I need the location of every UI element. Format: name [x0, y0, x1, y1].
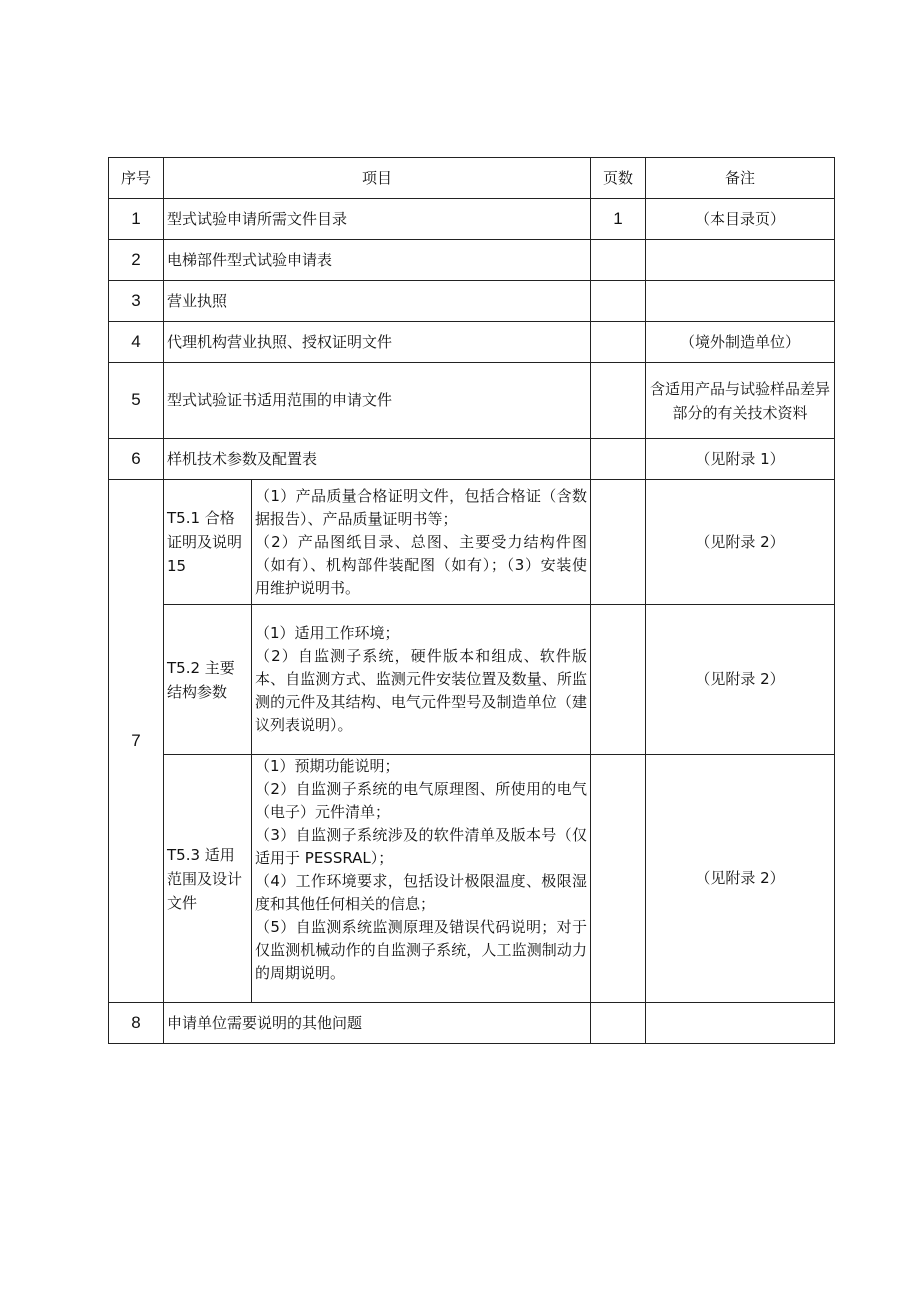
header-item: 项目: [164, 158, 591, 199]
sub-item-line: （1）适用工作环境；: [255, 624, 400, 642]
row-remark: （境外制造单位）: [646, 322, 835, 363]
row-remark: （本目录页）: [646, 199, 835, 240]
sub-item-line: （1）预期功能说明；: [255, 757, 400, 775]
row-remark: [646, 281, 835, 322]
table-row: [109, 240, 835, 281]
header-pages: 页数: [591, 158, 646, 199]
row-no: 8: [109, 1003, 164, 1044]
row-pages: [591, 605, 646, 755]
table-row: [109, 281, 835, 322]
row-remark: [646, 1003, 835, 1044]
row-item: 申请单位需要说明的其他问题: [164, 1003, 591, 1044]
row-no: 6: [109, 439, 164, 480]
row-pages: [591, 1003, 646, 1044]
row-no: 4: [109, 322, 164, 363]
sub-item-line: （2）产品图纸目录、总图、主要受力结构件图（如有）、机构部件装配图（如有）；（3）安装使用维护说明书。: [255, 532, 588, 597]
row-remark: 含适用产品与试验样品差异部分的有关技术资料: [646, 363, 835, 439]
row-item: 型式试验证书适用范围的申请文件: [164, 363, 591, 439]
sub-item-clip: [255, 755, 587, 985]
row-no: 2: [109, 240, 164, 281]
table-row: [109, 322, 835, 363]
table-row: [109, 363, 835, 439]
row-pages: [591, 240, 646, 281]
row-pages: 1: [591, 199, 646, 240]
document-table: [108, 157, 835, 1044]
table-row: [109, 439, 835, 480]
row-no: 1: [109, 199, 164, 240]
row-pages: [591, 281, 646, 322]
sub-item-content: [252, 605, 591, 755]
sub-item-line: （1）产品质量合格证明文件，包括合格证（含数据报告）、产品质量证明书等；: [255, 486, 588, 528]
row-pages: [591, 439, 646, 480]
row-remark: （见附录 2）: [646, 755, 835, 1003]
row-item: 代理机构营业执照、授权证明文件: [164, 322, 591, 363]
table-row: [109, 480, 835, 605]
row-remark: （见附录 2）: [646, 480, 835, 605]
sub-item-content: [252, 480, 591, 605]
row-item: 型式试验申请所需文件目录: [164, 199, 591, 240]
row-pages: [591, 480, 646, 605]
row-remark: （见附录 2）: [646, 605, 835, 755]
row-remark: [646, 240, 835, 281]
table-row: [109, 605, 835, 755]
row-pages: [591, 755, 646, 1003]
row-pages: [591, 363, 646, 439]
sub-item-title: T5.2 主要结构参数: [164, 605, 252, 755]
table-row: [109, 755, 835, 1003]
table-row: [109, 199, 835, 240]
sub-item-line: （4）工作环境要求，包括设计极限温度、极限湿度和其他任何相关的信息；: [255, 872, 588, 913]
row-no: 3: [109, 281, 164, 322]
header-remark: 备注: [646, 158, 835, 199]
row-item: 营业执照: [164, 281, 591, 322]
header-row: [109, 158, 835, 199]
row-remark: （见附录 1）: [646, 439, 835, 480]
sub-item-title: T5.3 适用范围及设计文件: [164, 755, 252, 1003]
header-no: 序号: [109, 158, 164, 199]
sub-item-line: （5）自监测系统监测原理及错误代码说明；对于仅监测机械动作的自监测子系统，人工监测制动力的周期说明。: [255, 918, 588, 982]
sub-item-content: [252, 755, 591, 1003]
row-pages: [591, 322, 646, 363]
row-item: 电梯部件型式试验申请表: [164, 240, 591, 281]
table-row: [109, 1003, 835, 1044]
row-item: 样机技术参数及配置表: [164, 439, 591, 480]
sub-item-line: （2）自监测子系统的电气原理图、所使用的电气（电子）元件清单；: [255, 780, 588, 821]
row-no: 7: [109, 480, 164, 1003]
sub-item-line: （2）自监测子系统，硬件版本和组成、软件版本、自监测方式、监测元件安装位置及数量、所监测的元件及其结构、电气元件型号及制造单位（建议列表说明）。: [255, 647, 588, 734]
sub-item-line: （3）自监测子系统涉及的软件清单及版本号（仅适用于 PESSRAL）；: [255, 826, 588, 867]
row-no: 5: [109, 363, 164, 439]
sub-item-title: T5.1 合格证明及说明15: [164, 480, 252, 605]
